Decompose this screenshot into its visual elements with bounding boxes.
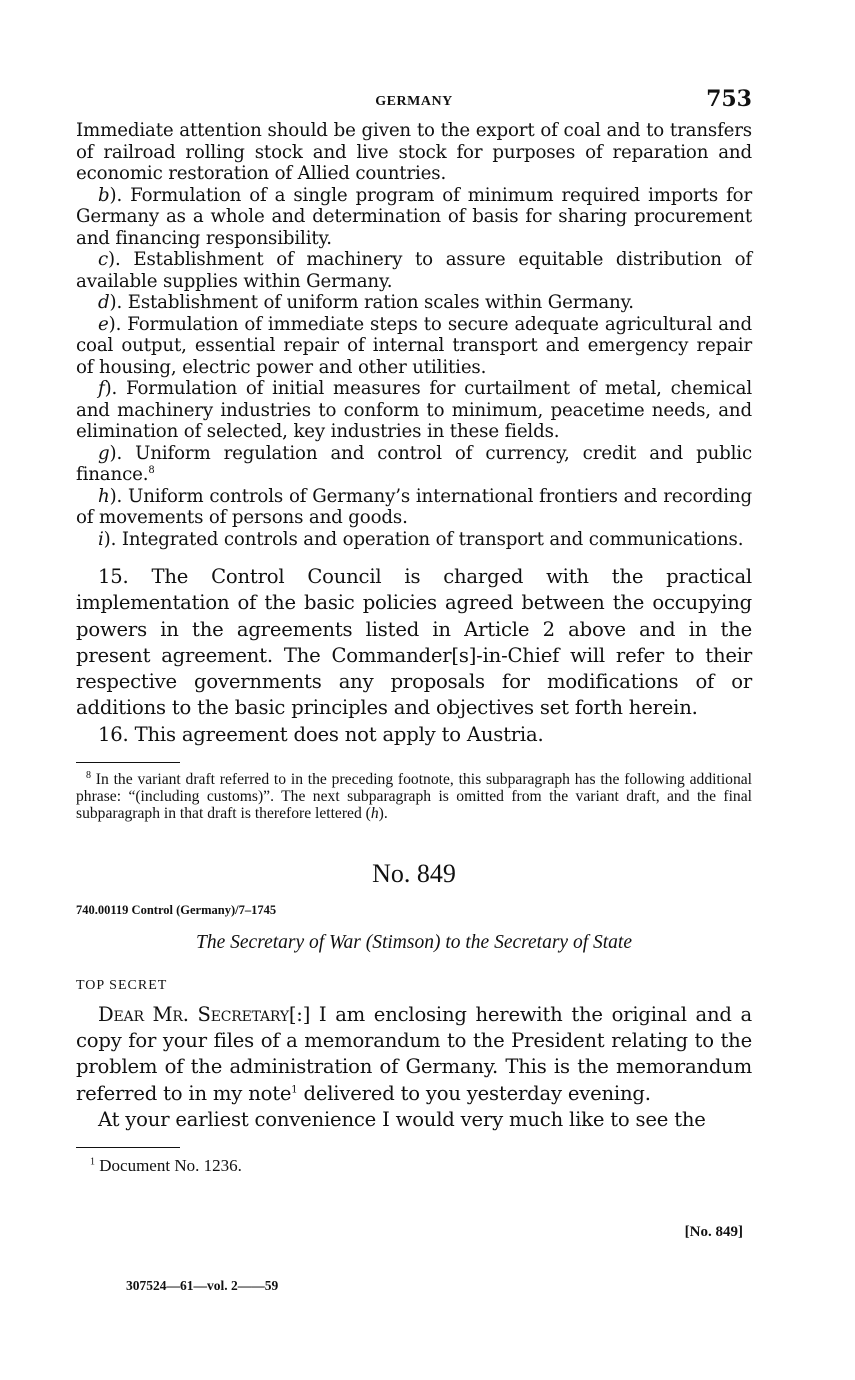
numbered-paragraphs (76, 564, 752, 748)
letter-paragraph-2: At your earliest convenience I would very much like to see the (98, 1107, 706, 1131)
footnote-mark: 8 (86, 769, 91, 781)
item-text: ). Establishment of uniform ration scales within Germany. (109, 292, 634, 313)
intro-paragraph: Immediate attention should be given to the export of coal and to transfers of railroad rolling stock and live stock for purposes of reparation and economic restoration of Allied countries. (76, 120, 752, 184)
subparagraph-block (76, 120, 752, 550)
letter-text-end: delivered to you yesterday evening. (297, 1081, 651, 1105)
subparagraph-b (76, 185, 752, 250)
paragraph-16: 16. This agreement does not apply to Austria. (98, 722, 544, 746)
classification-label: TOP SECRET (76, 977, 168, 993)
subparagraph-d (76, 292, 752, 314)
subparagraph-i (76, 529, 752, 551)
item-letter: c (98, 249, 109, 270)
note-mark: 1 (291, 1084, 298, 1096)
footnote-8 (76, 771, 752, 823)
item-text: ). Uniform controls of Germany’s international frontiers and recording of movements of persons and goods. (76, 485, 752, 528)
item-letter: e (98, 313, 109, 335)
document-title: The Secretary of War (Stimson) to the Secretary of State (196, 931, 632, 953)
footnote-mark: 1 (90, 1156, 95, 1168)
page-header (76, 86, 752, 120)
item-letter: i (98, 528, 104, 550)
item-letter: f (98, 378, 105, 399)
letter-text: I am enclosing herewith the original and a copy for your files of a memorandum to the President relating to the problem of the administration of Germany. This is the memorandum referred to in my note (76, 1002, 752, 1105)
subparagraph-f (76, 378, 752, 443)
footnote-text: In the variant draft referred to in the preceding footnote, this subparagraph has the following additional phrase: “(including customs)”. The next subparagraph is omitted from the variant draft, and the final subparagraph in that draft is therefore lettered ( (76, 771, 752, 823)
footnote-divider-2 (76, 1147, 180, 1148)
footnote-italic-letter: h (370, 805, 379, 823)
subparagraph-c (76, 249, 752, 292)
footnote-8-text (76, 771, 752, 823)
item-text: ). Formulation of a single program of minimum required imports for Germany as a whole and determination of basis for sharing procurement and financing responsibility. (76, 184, 752, 249)
page-number: 753 (706, 86, 752, 112)
item-text: ). Uniform regulation and control of currency, credit and public finance. (76, 442, 752, 485)
subparagraph-e (76, 314, 752, 379)
print-code: 307524—61—vol. 2——59 (126, 1278, 279, 1293)
file-reference: 740.00119 Control (Germany)/7–1745 (76, 902, 277, 917)
subparagraph-g (76, 443, 752, 486)
running-head: GERMANY (375, 94, 453, 109)
item-text: ). Formulation of immediate steps to secure adequate agricultural and coal output, essential repair of internal transport and emergency repair of housing, electric power and other utilities. (76, 313, 752, 378)
footnote-text-end: ). (378, 805, 388, 823)
letter-paragraph-1 (76, 1002, 752, 1107)
paragraph-15: 15. The Control Council is charged with the practical implementation of the basic policies agreed between the occupying powers in the agreements listed in Article 2 above and in the present agreement. The Commander[s]-in-Chief will refer to their respective governments any proposals for modifications of or additions to the basic principles and objectives set forth herein. (76, 565, 752, 720)
item-letter: b (98, 184, 110, 206)
item-letter: d (98, 292, 110, 313)
item-text: ). Establishment of machinery to assure equitable distribution of available supplies within Germany. (76, 249, 752, 292)
item-text: ). Integrated controls and operation of transport and communications. (103, 528, 744, 550)
document-bracket-reference: [No. 849] (684, 1224, 743, 1240)
letter-body (76, 1002, 752, 1133)
item-text: ). Formulation of initial measures for curtailment of metal, chemical and machinery industries to conform to minimum, peacetime needs, and elimination of selected, key industries in these fields. (76, 378, 752, 442)
subparagraph-h (76, 486, 752, 529)
footnote-divider (76, 762, 180, 763)
footnote-1 (76, 1156, 752, 1176)
footnote-mark: 8 (148, 464, 155, 476)
salutation: Dear Mr. Secretary[:] (98, 1002, 311, 1026)
page (76, 86, 752, 1176)
document-number: No. 849 (372, 858, 456, 888)
item-letter: g (98, 442, 110, 464)
item-letter: h (98, 485, 110, 507)
footnote-1-text: Document No. 1236. (95, 1156, 242, 1176)
